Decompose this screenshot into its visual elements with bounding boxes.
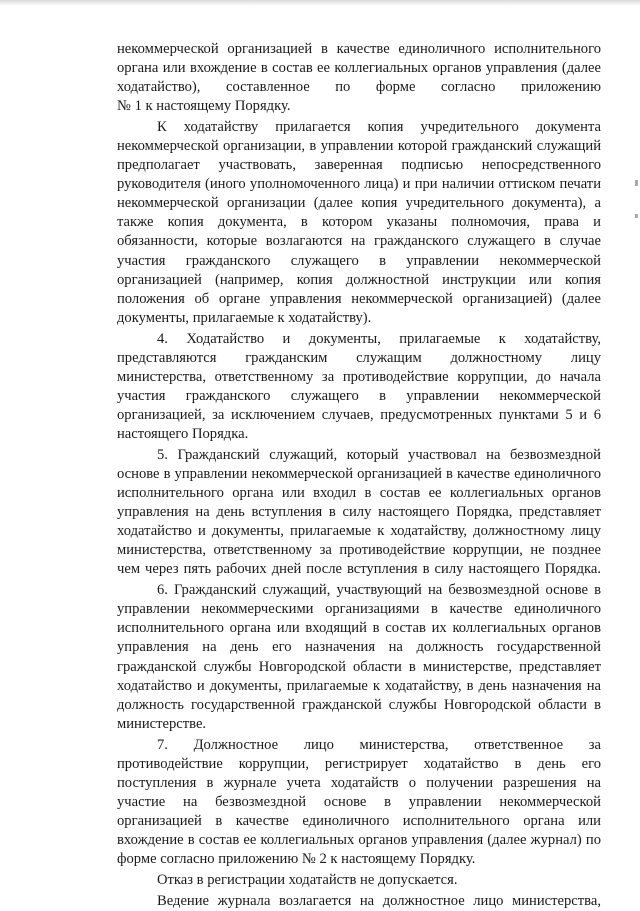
document-page: [117, 40, 601, 911]
text-line: вхождение в состав ее коллегиальных органов управления (далее журнал) по: [117, 831, 601, 848]
text-line: организацией (например, копия должностной инструкции или копия: [117, 271, 601, 288]
scan-edge-artifact: [0, 0, 640, 6]
text-line: представляются гражданским служащим должностному лицу: [117, 349, 601, 366]
text-line: форме согласно приложению № 2 к настоящему Порядку.: [117, 850, 476, 867]
text-line: также копия документа, в котором указаны полномочия, права и: [117, 214, 601, 231]
text-line: 6. Гражданский служащий, участвующий на безвозмездной основе в: [157, 582, 601, 599]
text-line: противодействие коррупции, регистрирует ходатайство в день его: [117, 755, 601, 772]
text-line: управлении некоммерческими организациями в качестве единоличного: [117, 601, 601, 618]
text-line: управления на день вступления в силу настоящего Порядка, представляет: [117, 504, 601, 521]
text-line: организацией в качестве единоличного исполнительного органа или: [117, 812, 601, 829]
paragraph: [117, 871, 601, 890]
text-line: участие на безвозмездной основе в управлении некоммерческой: [117, 793, 601, 810]
text-line: некоммерческой организации (далее копия учредительного документа), а: [117, 195, 601, 212]
text-line: основе в управлении некоммерческой организацией в качестве единоличного: [117, 466, 601, 483]
text-line: предполагает участвовать, заверенная подписью непосредственного: [117, 157, 601, 174]
text-line: чем через пять рабочих дней после вступления в силу настоящего Порядка.: [117, 561, 601, 578]
text-line: 4. Ходатайство и документы, прилагаемые к ходатайству,: [157, 330, 601, 347]
text-line: поступления в журнале учета ходатайств о получении разрешения на: [117, 774, 601, 791]
paragraph: [117, 736, 601, 869]
text-line: № 1 к настоящему Порядку.: [117, 98, 291, 115]
scan-margin-mark: [635, 214, 638, 218]
text-line: 5. Гражданский служащий, который участвовал на безвозмездной: [157, 446, 601, 463]
text-line: министерстве.: [117, 715, 207, 732]
text-line: Ведение журнала возлагается на должностное лицо министерства,: [157, 893, 601, 910]
text-line: организацией, за исключением случаев, предусмотренных пунктами 5 и 6: [117, 406, 601, 423]
text-line: министерства, ответственному за противодействие коррупции, до начала: [117, 368, 601, 385]
text-line: исполнительного органа или входил в состав ее коллегиальных органов: [117, 485, 601, 502]
text-line: исполнительного органа или входящий в состав их коллегиальных органов: [117, 620, 601, 637]
text-line: гражданской службы Новгородской области в министерстве, представляет: [117, 658, 601, 675]
text-line: документы, прилагаемые к ходатайству).: [117, 309, 372, 326]
paragraph: [117, 446, 601, 579]
paragraph: [117, 581, 601, 733]
text-line: руководителя (иного уполномоченного лица) и при наличии оттиском печати: [117, 176, 601, 193]
paragraph: [117, 40, 601, 116]
text-line: ходатайство), составленное по форме согласно приложению: [117, 79, 601, 96]
text-line: настоящего Порядка.: [117, 425, 249, 442]
text-line: К ходатайству прилагается копия учредительного документа: [157, 119, 601, 136]
text-line: некоммерческой организации, в управлении которой гражданский служащий: [117, 138, 601, 155]
text-line: некоммерческой организацией в качестве единоличного исполнительного: [117, 41, 601, 57]
paragraph: [117, 892, 601, 911]
paragraph: [117, 118, 601, 328]
scan-margin-mark: [635, 180, 638, 186]
text-line: 7. Должностное лицо министерства, ответственное за: [157, 736, 601, 753]
text-line: ходатайство и документы, прилагаемые к ходатайству, в день назначения на: [117, 677, 601, 694]
text-line: органа или вхождение в состав ее коллегиальных органов управления (далее: [117, 60, 601, 77]
text-line: должность государственной гражданской службы Новгородской области в: [117, 696, 601, 713]
text-line: положения об органе управления некоммерческой организацией) (далее: [117, 290, 601, 307]
text-line: министерства, ответственному за противодействие коррупции, не позднее: [117, 542, 601, 559]
text-line: ходатайство и документы, прилагаемые к ходатайству, должностному лицу: [117, 523, 601, 540]
text-line: управления на день его назначения на должность государственной: [117, 639, 601, 656]
paragraph: [117, 330, 601, 444]
text-line: участия гражданского служащего в управлении некоммерческой: [117, 387, 601, 404]
text-line: обязанности, которые возлагаются на гражданского служащего в случае: [117, 233, 601, 250]
text-line: участия гражданского служащего в управлении некоммерческой: [117, 252, 601, 269]
text-line: Отказ в регистрации ходатайств не допускается.: [157, 872, 458, 889]
